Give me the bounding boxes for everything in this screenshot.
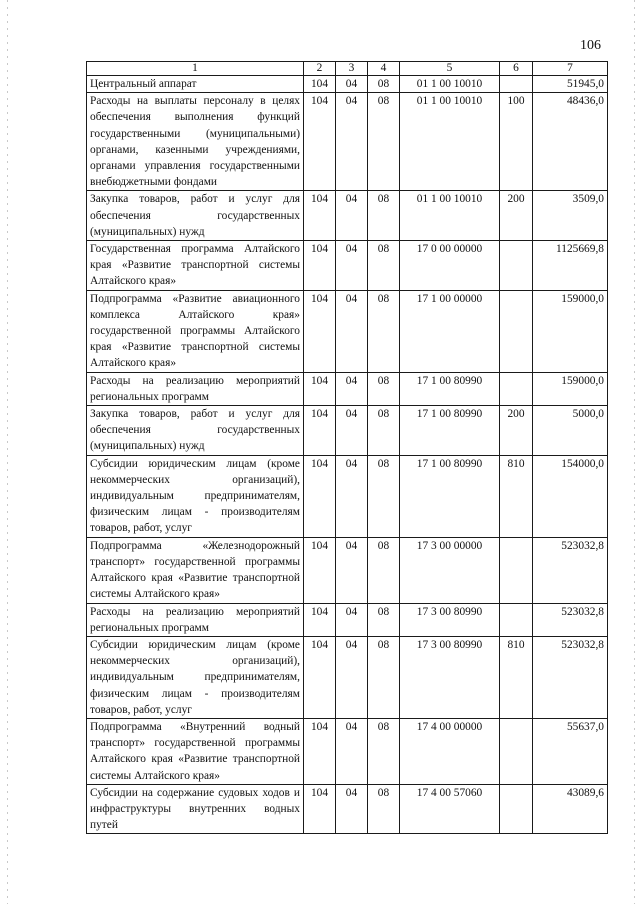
target-article-cell: 17 4 00 57060: [400, 784, 500, 834]
target-article-cell: 17 3 00 80990: [400, 636, 500, 718]
table-row: [87, 603, 608, 636]
amount-cell: 5000,0: [533, 406, 608, 456]
expense-type-cell: [500, 76, 533, 93]
target-article-cell: 17 3 00 00000: [400, 537, 500, 603]
subsection-cell: 08: [368, 455, 400, 537]
admin-code-cell: 104: [304, 718, 336, 784]
expense-type-cell: [500, 603, 533, 636]
amount-cell: 523032,8: [533, 636, 608, 718]
target-article-cell: 01 1 00 10010: [400, 93, 500, 191]
expense-name-cell: Расходы на реализацию мероприятий региональных программ: [87, 603, 304, 636]
subsection-cell: 08: [368, 290, 400, 372]
table-row: [87, 372, 608, 405]
table-body: [87, 62, 608, 834]
section-cell: 04: [336, 372, 368, 405]
scan-edge-left: [7, 0, 8, 904]
table-row: [87, 93, 608, 191]
header-cell-3: 3: [336, 62, 368, 76]
subsection-cell: 08: [368, 76, 400, 93]
section-cell: 04: [336, 93, 368, 191]
subsection-cell: 08: [368, 603, 400, 636]
amount-cell: 48436,0: [533, 93, 608, 191]
subsection-cell: 08: [368, 93, 400, 191]
admin-code-cell: 104: [304, 241, 336, 291]
expense-name-cell: Подпрограмма «Внутренний водный транспорт» государственной программы Алтайского края «Развитие транспортной системы Алтайского края»: [87, 718, 304, 784]
expense-type-cell: [500, 241, 533, 291]
section-cell: 04: [336, 603, 368, 636]
expense-name-cell: Государственная программа Алтайского края «Развитие транспортной системы Алтайского края»: [87, 241, 304, 291]
target-article-cell: 17 3 00 80990: [400, 603, 500, 636]
target-article-cell: 01 1 00 10010: [400, 191, 500, 241]
section-cell: 04: [336, 406, 368, 456]
section-cell: 04: [336, 241, 368, 291]
expense-name-cell: Закупка товаров, работ и услуг для обеспечения государственных (муниципальных) нужд: [87, 191, 304, 241]
scan-edge-right: [634, 0, 635, 904]
admin-code-cell: 104: [304, 784, 336, 834]
amount-cell: 159000,0: [533, 372, 608, 405]
amount-cell: 1125669,8: [533, 241, 608, 291]
table-row: [87, 76, 608, 93]
expense-type-cell: 200: [500, 191, 533, 241]
expense-type-cell: 100: [500, 93, 533, 191]
amount-cell: 154000,0: [533, 455, 608, 537]
section-cell: 04: [336, 191, 368, 241]
table-row: [87, 290, 608, 372]
admin-code-cell: 104: [304, 372, 336, 405]
admin-code-cell: 104: [304, 406, 336, 456]
table-row: [87, 718, 608, 784]
target-article-cell: 17 1 00 80990: [400, 372, 500, 405]
expense-type-cell: 810: [500, 455, 533, 537]
header-cell-4: 4: [368, 62, 400, 76]
expense-name-cell: Подпрограмма «Железнодорожный транспорт» государственной программы Алтайского края «Развитие транспортной системы Алтайского края»: [87, 537, 304, 603]
section-cell: 04: [336, 76, 368, 93]
section-cell: 04: [336, 455, 368, 537]
expense-name-cell: Субсидии на содержание судовых ходов и инфраструктуры внутренних водных путей: [87, 784, 304, 834]
admin-code-cell: 104: [304, 455, 336, 537]
subsection-cell: 08: [368, 636, 400, 718]
subsection-cell: 08: [368, 784, 400, 834]
header-cell-2: 2: [304, 62, 336, 76]
header-cell-6: 6: [500, 62, 533, 76]
amount-cell: 51945,0: [533, 76, 608, 93]
admin-code-cell: 104: [304, 636, 336, 718]
expense-type-cell: 200: [500, 406, 533, 456]
admin-code-cell: 104: [304, 191, 336, 241]
admin-code-cell: 104: [304, 76, 336, 93]
expense-type-cell: [500, 718, 533, 784]
subsection-cell: 08: [368, 191, 400, 241]
table-row: [87, 406, 608, 456]
expense-name-cell: Центральный аппарат: [87, 76, 304, 93]
header-cell-5: 5: [400, 62, 500, 76]
budget-table: [86, 61, 608, 834]
subsection-cell: 08: [368, 241, 400, 291]
amount-cell: 55637,0: [533, 718, 608, 784]
amount-cell: 3509,0: [533, 191, 608, 241]
admin-code-cell: 104: [304, 537, 336, 603]
table-row: [87, 537, 608, 603]
target-article-cell: 17 1 00 80990: [400, 406, 500, 456]
admin-code-cell: 104: [304, 93, 336, 191]
target-article-cell: 01 1 00 10010: [400, 76, 500, 93]
section-cell: 04: [336, 718, 368, 784]
amount-cell: 523032,8: [533, 603, 608, 636]
subsection-cell: 08: [368, 372, 400, 405]
section-cell: 04: [336, 537, 368, 603]
section-cell: 04: [336, 636, 368, 718]
expense-type-cell: 810: [500, 636, 533, 718]
admin-code-cell: 104: [304, 290, 336, 372]
expense-type-cell: [500, 372, 533, 405]
expense-type-cell: [500, 784, 533, 834]
section-cell: 04: [336, 784, 368, 834]
expense-name-cell: Расходы на реализацию мероприятий региональных программ: [87, 372, 304, 405]
page-number: 106: [580, 38, 601, 53]
amount-cell: 159000,0: [533, 290, 608, 372]
expense-name-cell: Подпрограмма «Развитие авиационного комплекса Алтайского края» государственной программы Алтайского края «Развитие транспортной системы Алтайского края»: [87, 290, 304, 372]
expense-type-cell: [500, 290, 533, 372]
amount-cell: 43089,6: [533, 784, 608, 834]
admin-code-cell: 104: [304, 603, 336, 636]
subsection-cell: 08: [368, 718, 400, 784]
table-row: [87, 241, 608, 291]
amount-cell: 523032,8: [533, 537, 608, 603]
header-cell-1: 1: [87, 62, 304, 76]
expense-name-cell: Расходы на выплаты персоналу в целях обеспечения выполнения функций государственными (муниципальными) органами, казенными учреждениями, органами управления государственными внебюджетными фондами: [87, 93, 304, 191]
target-article-cell: 17 1 00 80990: [400, 455, 500, 537]
subsection-cell: 08: [368, 406, 400, 456]
header-row: [87, 62, 608, 76]
table-row: [87, 191, 608, 241]
target-article-cell: 17 4 00 00000: [400, 718, 500, 784]
expense-name-cell: Субсидии юридическим лицам (кроме некоммерческих организаций), индивидуальным предпринимателям, физическим лицам - производителям товаров, работ, услуг: [87, 455, 304, 537]
expense-name-cell: Закупка товаров, работ и услуг для обеспечения государственных (муниципальных) нужд: [87, 406, 304, 456]
target-article-cell: 17 0 00 00000: [400, 241, 500, 291]
table-row: [87, 636, 608, 718]
expense-name-cell: Субсидии юридическим лицам (кроме некоммерческих организаций), индивидуальным предпринимателям, физическим лицам - производителям товаров, работ, услуг: [87, 636, 304, 718]
section-cell: 04: [336, 290, 368, 372]
subsection-cell: 08: [368, 537, 400, 603]
header-cell-7: 7: [533, 62, 608, 76]
table-row: [87, 784, 608, 834]
table-row: [87, 455, 608, 537]
expense-type-cell: [500, 537, 533, 603]
target-article-cell: 17 1 00 00000: [400, 290, 500, 372]
